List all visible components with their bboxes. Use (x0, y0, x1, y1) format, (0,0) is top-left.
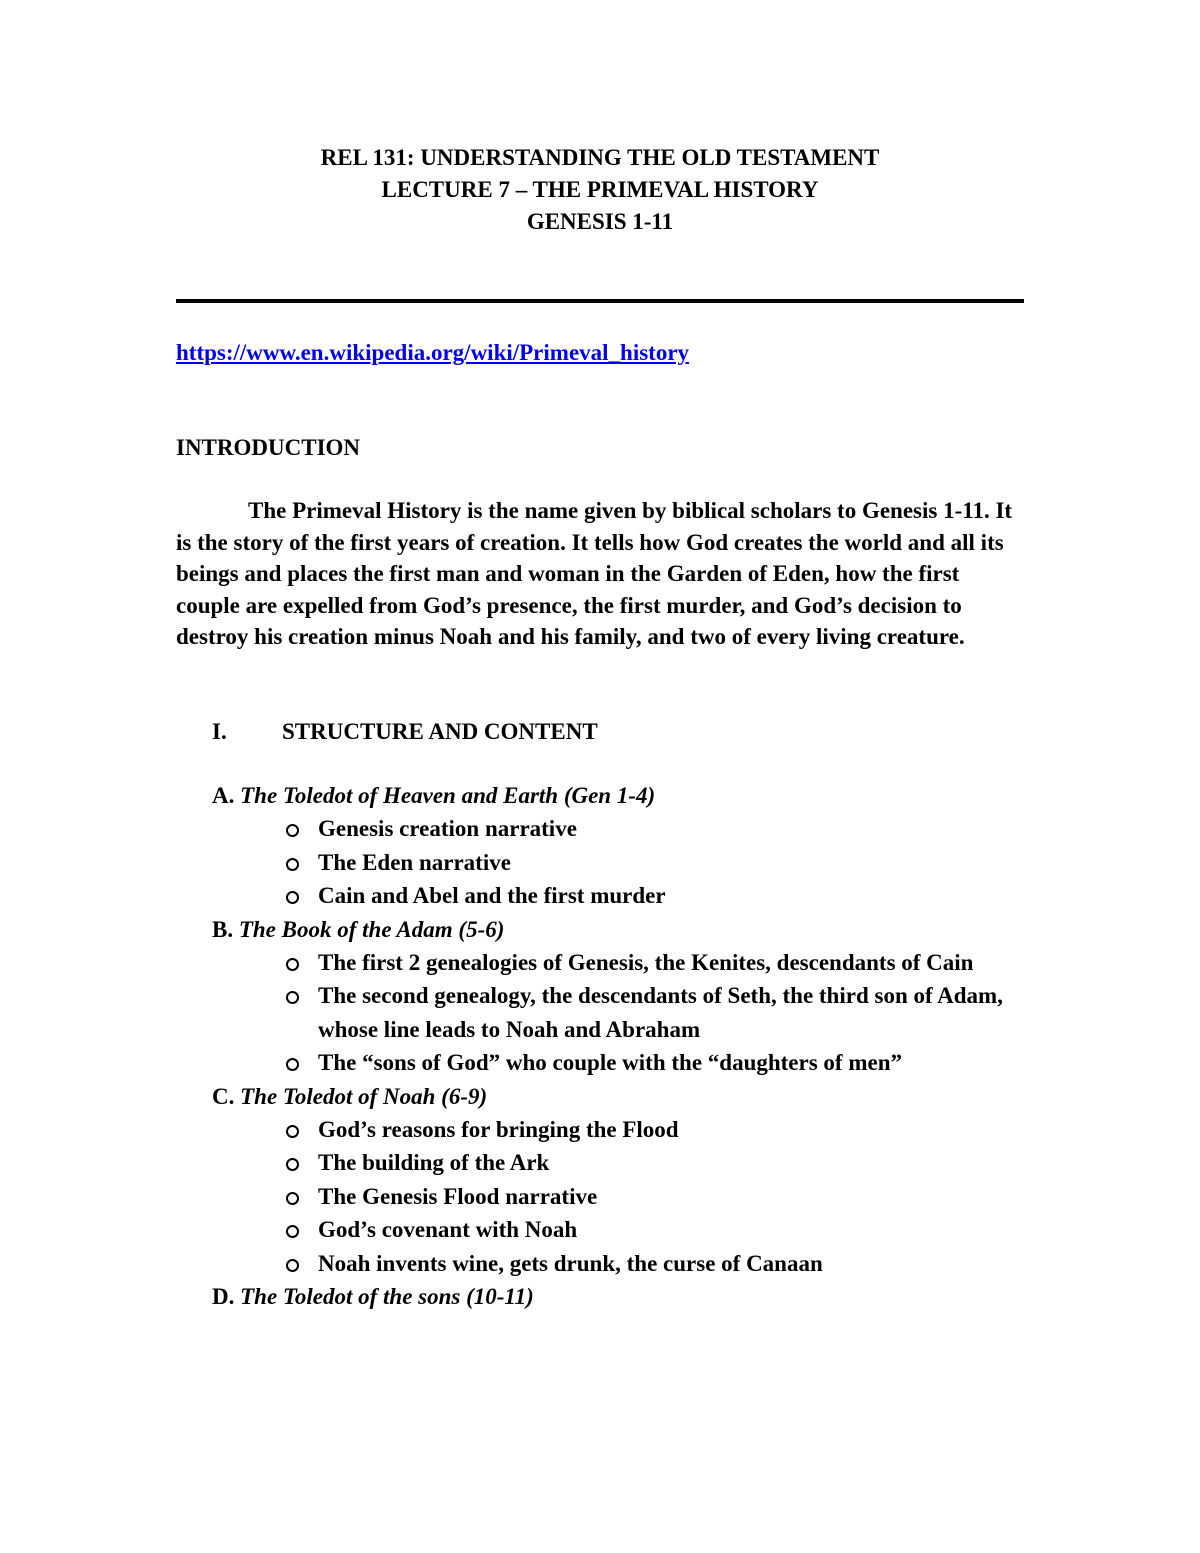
list-item-text: Cain and Abel and the first murder (318, 883, 666, 908)
list-item-text: God’s reasons for bringing the Flood (318, 1116, 679, 1142)
bullet-list (212, 1113, 1032, 1281)
subsection (212, 913, 1032, 1080)
subsection-title: The Book of the Adam (5-6) (238, 916, 505, 942)
list-item-text: The “sons of God” who couple with the “daughters of men” (318, 1050, 902, 1075)
subsection-heading (212, 1280, 1032, 1313)
scripture-reference: GENESIS 1-11 (526, 209, 674, 234)
subsection-heading (212, 913, 1032, 946)
circle-bullet-icon (286, 1158, 299, 1171)
subsection-letter: A. (212, 783, 235, 808)
list-item (212, 1113, 1032, 1147)
list-item-text: The Eden narrative (318, 849, 511, 875)
course-title: REL 131: UNDERSTANDING THE OLD TESTAMENT (320, 145, 880, 170)
list-item (212, 879, 1032, 913)
subsection-letter: D. (212, 1284, 235, 1309)
horizontal-rule (176, 299, 1024, 303)
list-item (212, 1180, 1032, 1214)
circle-bullet-icon (286, 991, 299, 1004)
circle-bullet-icon (286, 1225, 299, 1238)
subsection (212, 1080, 1032, 1281)
list-item (212, 812, 1032, 846)
wikipedia-link[interactable]: https://www.en.wikipedia.org/wiki/Primeval_history (176, 340, 690, 365)
subsection-heading (212, 779, 1032, 812)
circle-bullet-icon (286, 891, 299, 904)
list-item (212, 1046, 1032, 1080)
list-item-text: Genesis creation narrative (318, 816, 577, 841)
subsection (212, 779, 1032, 913)
list-item-text: The first 2 genealogies of Genesis, the Kenites, descendants of Cain (318, 949, 974, 975)
list-item-text: The second genealogy, the descendants of Seth, the third son of Adam, whose line leads to Noah and Abraham (318, 983, 1003, 1042)
list-item (212, 946, 1032, 980)
outline-list (212, 779, 1032, 1313)
subsection-title: The Toledot of Noah (6-9) (240, 1083, 488, 1109)
subsection-heading (212, 1080, 1032, 1113)
circle-bullet-icon (286, 1192, 299, 1205)
circle-bullet-icon (286, 1125, 299, 1138)
subsection-letter: C. (212, 1083, 235, 1109)
document-title-block (0, 142, 1200, 238)
list-item (212, 846, 1032, 880)
list-item-text: Noah invents wine, gets drunk, the curse of Canaan (318, 1250, 823, 1276)
section-number: I. (212, 719, 227, 744)
bullet-list (212, 812, 1032, 913)
list-item (212, 1213, 1032, 1247)
list-item (212, 1247, 1032, 1281)
list-item-text: The building of the Ark (318, 1150, 550, 1175)
subsection-title: The Toledot of the sons (10-11) (240, 1284, 534, 1309)
circle-bullet-icon (286, 958, 299, 971)
list-item-text: God’s covenant with Noah (318, 1217, 578, 1242)
introduction-heading: INTRODUCTION (176, 435, 361, 460)
circle-bullet-icon (286, 1058, 299, 1071)
section-heading (212, 716, 598, 748)
lecture-title: LECTURE 7 – THE PRIMEVAL HISTORY (381, 177, 819, 202)
circle-bullet-icon (286, 1259, 299, 1272)
subsection-title: The Toledot of Heaven and Earth (Gen 1-4) (240, 783, 656, 808)
circle-bullet-icon (286, 824, 299, 837)
introduction-paragraph: The Primeval History is the name given by biblical scholars to Genesis 1-11. It is the story of the first years of creation. It tells how God creates the world and all its beings and places the first man and woman in the Garden of Eden, how the first couple are expelled from God’s presence, the first murder, and God’s decision to destroy his creation minus Noah and his family, and two of every living creature. (176, 498, 1013, 649)
list-item (212, 1146, 1032, 1180)
list-item-text: The Genesis Flood narrative (318, 1183, 598, 1209)
circle-bullet-icon (286, 858, 299, 871)
subsection-letter: B. (212, 916, 234, 942)
subsection (212, 1280, 1032, 1313)
section-title: STRUCTURE AND CONTENT (282, 719, 598, 744)
list-item (212, 979, 1032, 1046)
bullet-list (212, 946, 1032, 1080)
